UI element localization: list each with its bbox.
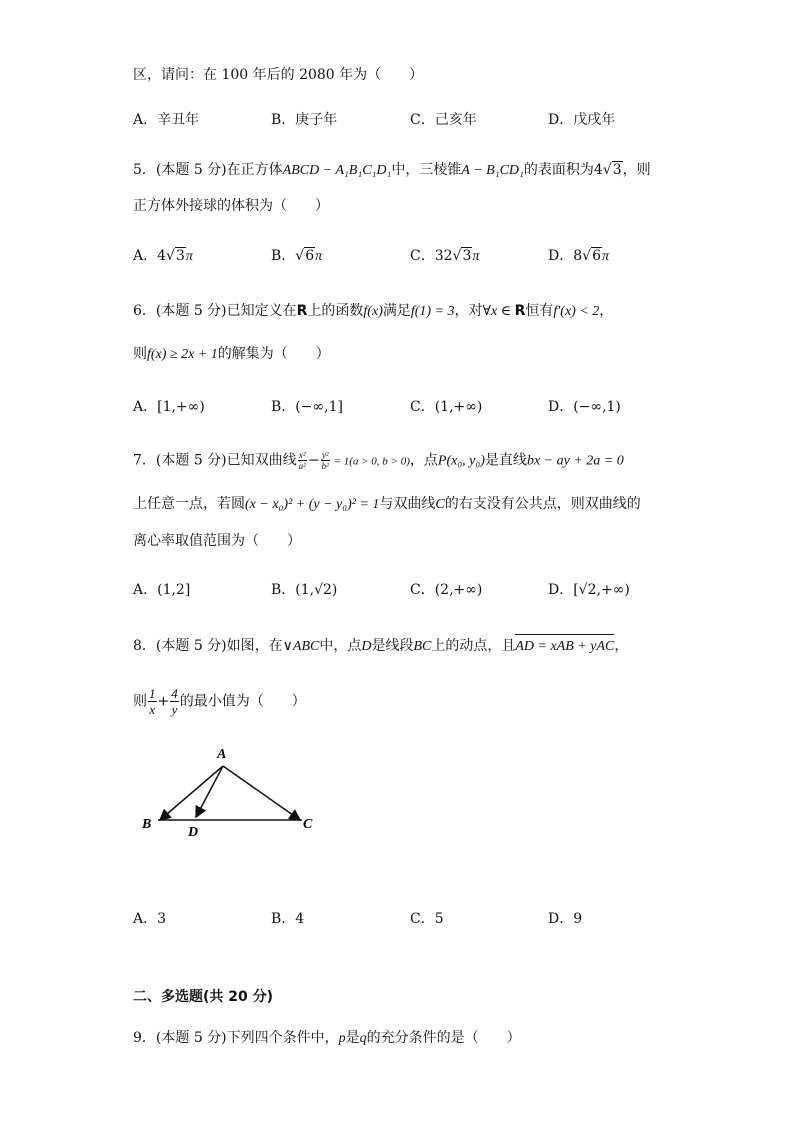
q5-option-b: B．√6π [271,248,323,264]
q4-option-c: C．己亥年 [410,112,477,128]
q8-stem-line2: 则 $\frac{1}{x}$ + $\frac{4}{y}$ 的最小值为（ ） [133,686,306,717]
q6-option-d: D．(−∞,1) [548,399,621,415]
label-c: C [303,817,313,832]
q6-option-a: A．[1,+∞) [133,399,205,415]
vector-ac [223,766,300,820]
q4-option-d: D．戊戌年 [548,112,616,128]
q5-option-c: C．32√3π [410,248,480,264]
q7-stem-line2: 上任意一点，若圆(x − x₀)² + (y − y₀)² = 1与双曲线C的右支没有公共点，则双曲线的 [133,496,641,512]
q8-stem: 8．(本题 5 分)如图，在∨ABC中，点D是线段BC上的动点，且AD = xAB + yAC， [133,636,628,657]
q6-option-b: B．(−∞,1] [271,399,343,415]
q7-option-d: D．[√2,+∞) [548,582,630,598]
q4-option-b: B．庚子年 [271,112,338,128]
q4-text: 区，请问：在 100 年后的 2080 年为（ ） [133,67,424,83]
q6-stem-line2: 则f(x) ≥ 2x + 1的解集为（ ） [133,346,330,362]
q8-option-d: D．9 [548,911,583,927]
q4-option-a: A．辛丑年 [133,112,200,128]
q7-option-c: C．(2,+∞) [410,582,483,598]
q7-option-a: A．(1,2] [133,582,191,598]
q9-stem: 9．(本题 5 分)下列四个条件中，p是q的充分条件的是（ ） [133,1030,521,1046]
label-a: A [217,747,227,762]
vector-ad [196,766,223,817]
vector-ab [160,766,223,820]
q8-option-c: C．5 [410,911,444,927]
q6-option-c: C．(1,+∞) [410,399,483,415]
label-b: B [142,817,152,832]
triangle-figure [130,735,330,845]
q7-stem-line3: 离心率取值范围为（ ） [133,533,301,549]
q7-stem: 7．(本题 5 分)已知双曲线 $\frac{\text{x²}}{\text{a²}}$ − $\frac{\text{y²}}{\text{b²}}$ = 1(a > 0, b > 0)，点P(x₀, y₀)是直线bx − ay + 2a = 0 [133,450,624,471]
q6-stem: 6．(本题 5 分)已知定义在R上的函数f(x)满足f(1) = 3，对∀x ∈ R恒有f′(x) < 2， [133,303,614,319]
q5-stem-line2: 正方体外接球的体积为（ ） [133,198,329,214]
q5-option-d: D．8√6π [548,248,610,264]
label-d: D [188,825,199,840]
section-title-multi-choice: 二、多选题(共 20 分) [133,989,274,1005]
q8-option-b: B．4 [271,911,305,927]
q7-option-b: B．(1,√2) [271,582,338,598]
q5-stem: 5．(本题 5 分)在正方体ABCD − A₁B₁C₁D₁中，三棱锥A − B₁CD₁的表面积为4√3，则 [133,162,651,178]
q8-option-a: A．3 [133,911,167,927]
q5-option-a: A．4√3π [133,248,193,264]
